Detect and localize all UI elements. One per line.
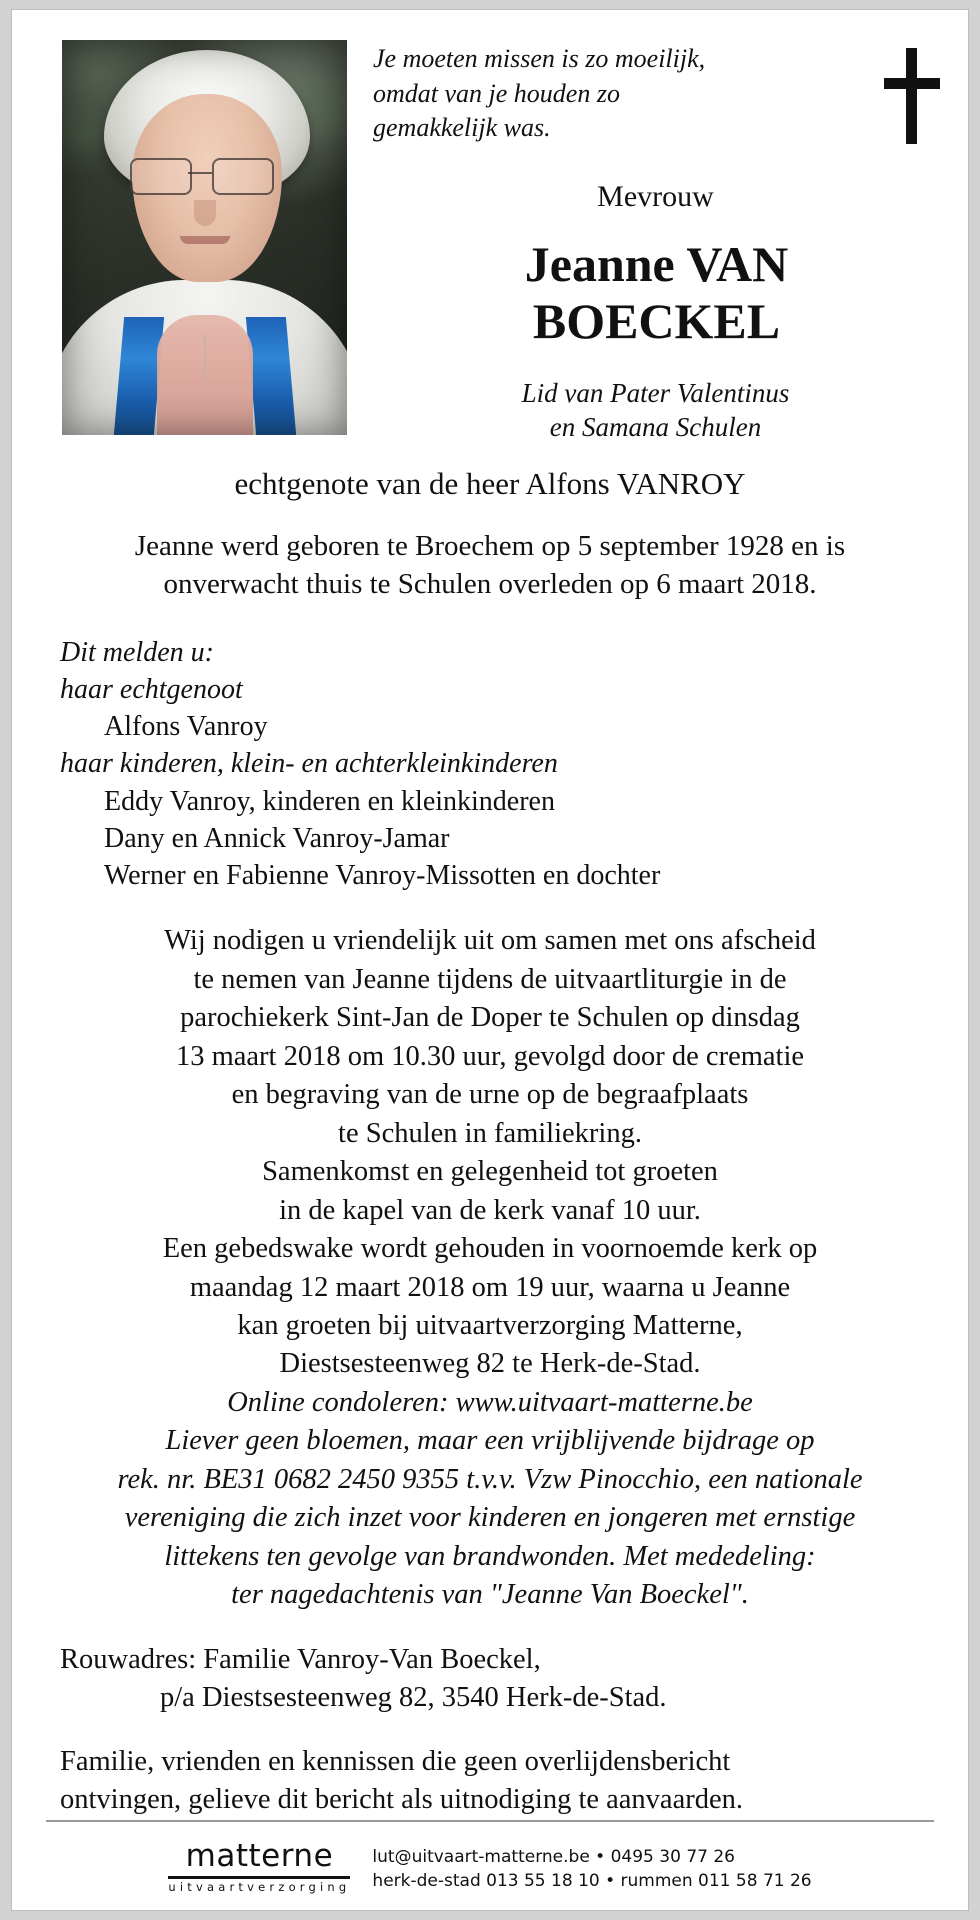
invitation-line: te nemen van Jeanne tijdens de uitvaartliturgie in de xyxy=(193,963,787,995)
invitation-line: maandag 12 maart 2018 om 19 uur, waarna u Jeanne xyxy=(189,1271,791,1303)
family-member: Alfons Vanroy xyxy=(104,711,268,743)
birth-death-line-2: onverwacht thuis te Schulen overleden op 6 maart 2018. xyxy=(163,567,817,600)
mourning-address-line-2: p/a Diestsesteenweg 82, 3540 Herk-de-Stad. xyxy=(160,1681,667,1713)
portrait-photo xyxy=(62,40,347,435)
spouse-line: echtgenote van de heer Alfons VANROY xyxy=(234,466,746,502)
memorial-card xyxy=(12,10,968,1910)
donation-line: ter nagedachtenis van "Jeanne Van Boeckel". xyxy=(231,1579,749,1611)
memorial-quote: Je moeten missen is zo moeilijk, omdat van je houden zo gemakkelijk was. xyxy=(373,44,706,143)
closing-line-1: Familie, vrienden en kennissen die geen overlijdensbericht xyxy=(60,1746,731,1778)
card-header xyxy=(12,10,968,444)
cross-icon xyxy=(884,48,940,144)
footer-divider xyxy=(46,1820,934,1822)
invitation-line: Diestsesteenweg 82 te Herk-de-Stad. xyxy=(279,1348,701,1380)
mourning-address-line-1: Rouwadres: Familie Vanroy-Van Boeckel, xyxy=(60,1643,541,1675)
membership xyxy=(373,376,946,445)
photo-necklace xyxy=(204,335,206,381)
footer-contact xyxy=(372,1841,811,1894)
announce-intro: Dit melden u: xyxy=(60,636,214,668)
closing-note xyxy=(46,1743,934,1819)
family-relation: haar kinderen, klein- en achterkleinkinderen xyxy=(60,748,558,780)
invitation-line: Wij nodigen u vriendelijk uit om samen met ons afscheid xyxy=(164,925,816,957)
donation-line: rek. nr. BE31 0682 2450 9355 t.v.v. Vzw Pinocchio, een nationale xyxy=(117,1463,863,1495)
logo-underline xyxy=(168,1876,350,1879)
invitation-line: te Schulen in familiekring. xyxy=(338,1117,642,1149)
donation-line: littekens ten gevolge van brandwonden. Met mededeling: xyxy=(164,1540,816,1572)
logo-tagline: uitvaartverzorging xyxy=(168,1879,351,1894)
cross-vertical-bar xyxy=(906,48,917,144)
contact-email-phone: lut@uitvaart-matterne.be • 0495 30 77 26 xyxy=(372,1846,735,1867)
invitation-line: Samenkomst en gelegenheid tot groeten xyxy=(262,1156,718,1188)
contact-locations: herk-de-stad 013 55 18 10 • rummen 011 58 71 26 xyxy=(372,1871,812,1892)
invitation-line: Een gebedswake wordt gehouden in voornoemde kerk op xyxy=(162,1233,818,1265)
invitation-line: kan groeten bij uitvaartverzorging Matterne, xyxy=(237,1310,743,1341)
invitation-line: en begraving van de urne op de begraafplaats xyxy=(231,1079,749,1111)
cross-horizontal-bar xyxy=(884,78,940,89)
invitation-line: in de kapel van de kerk vanaf 10 uur. xyxy=(279,1194,701,1226)
invitation-line: 13 maart 2018 om 10.30 uur, gevolgd door de crematie xyxy=(175,1040,805,1072)
membership-line-2: en Samana Schulen xyxy=(549,412,762,443)
glasses-bridge-icon xyxy=(188,172,212,174)
donation-line: Liever geen bloemen, maar een vrijblijvende bijdrage op xyxy=(165,1425,815,1457)
logo-wordmark: matterne xyxy=(185,1837,334,1874)
family-member: Dany en Annick Vanroy-Jamar xyxy=(104,822,450,854)
invitation-line: parochiekerk Sint-Jan de Doper te Schulen op dinsdag xyxy=(180,1002,800,1034)
family-announcement xyxy=(46,634,934,895)
family-member: Eddy Vanroy, kinderen en kleinkinderen xyxy=(104,785,555,817)
deceased-last-name: BOECKEL xyxy=(532,292,781,349)
birth-death-line-1: Jeanne werd geboren te Broechem op 5 september 1928 en is xyxy=(134,530,846,563)
glasses-left-lens-icon xyxy=(130,158,192,195)
birth-death-info xyxy=(46,528,934,603)
mourning-address xyxy=(46,1641,934,1717)
invitation-text xyxy=(46,922,934,1614)
membership-line-1: Lid van Pater Valentinus xyxy=(521,377,790,408)
footer xyxy=(12,1837,968,1894)
donation-line: vereniging die zich inzet voor kinderen en jongeren met ernstige xyxy=(124,1502,856,1534)
deceased-name xyxy=(373,236,946,350)
matterne-logo xyxy=(168,1837,351,1894)
photo-mouth xyxy=(180,236,230,244)
salutation: Mevrouw xyxy=(597,179,714,213)
photo-nose xyxy=(194,200,216,226)
glasses-right-lens-icon xyxy=(212,158,274,195)
card-body xyxy=(12,466,968,1819)
condolence-link-line: Online condoleren: www.uitvaart-matterne.be xyxy=(227,1386,753,1418)
family-member: Werner en Fabienne Vanroy-Missotten en dochter xyxy=(104,860,661,892)
closing-line-2: ontvingen, gelieve dit bericht als uitnodiging te aanvaarden. xyxy=(60,1784,743,1816)
header-text-column xyxy=(347,40,946,444)
family-relation: haar echtgenoot xyxy=(60,673,243,705)
deceased-first-name: Jeanne VAN xyxy=(524,235,789,292)
